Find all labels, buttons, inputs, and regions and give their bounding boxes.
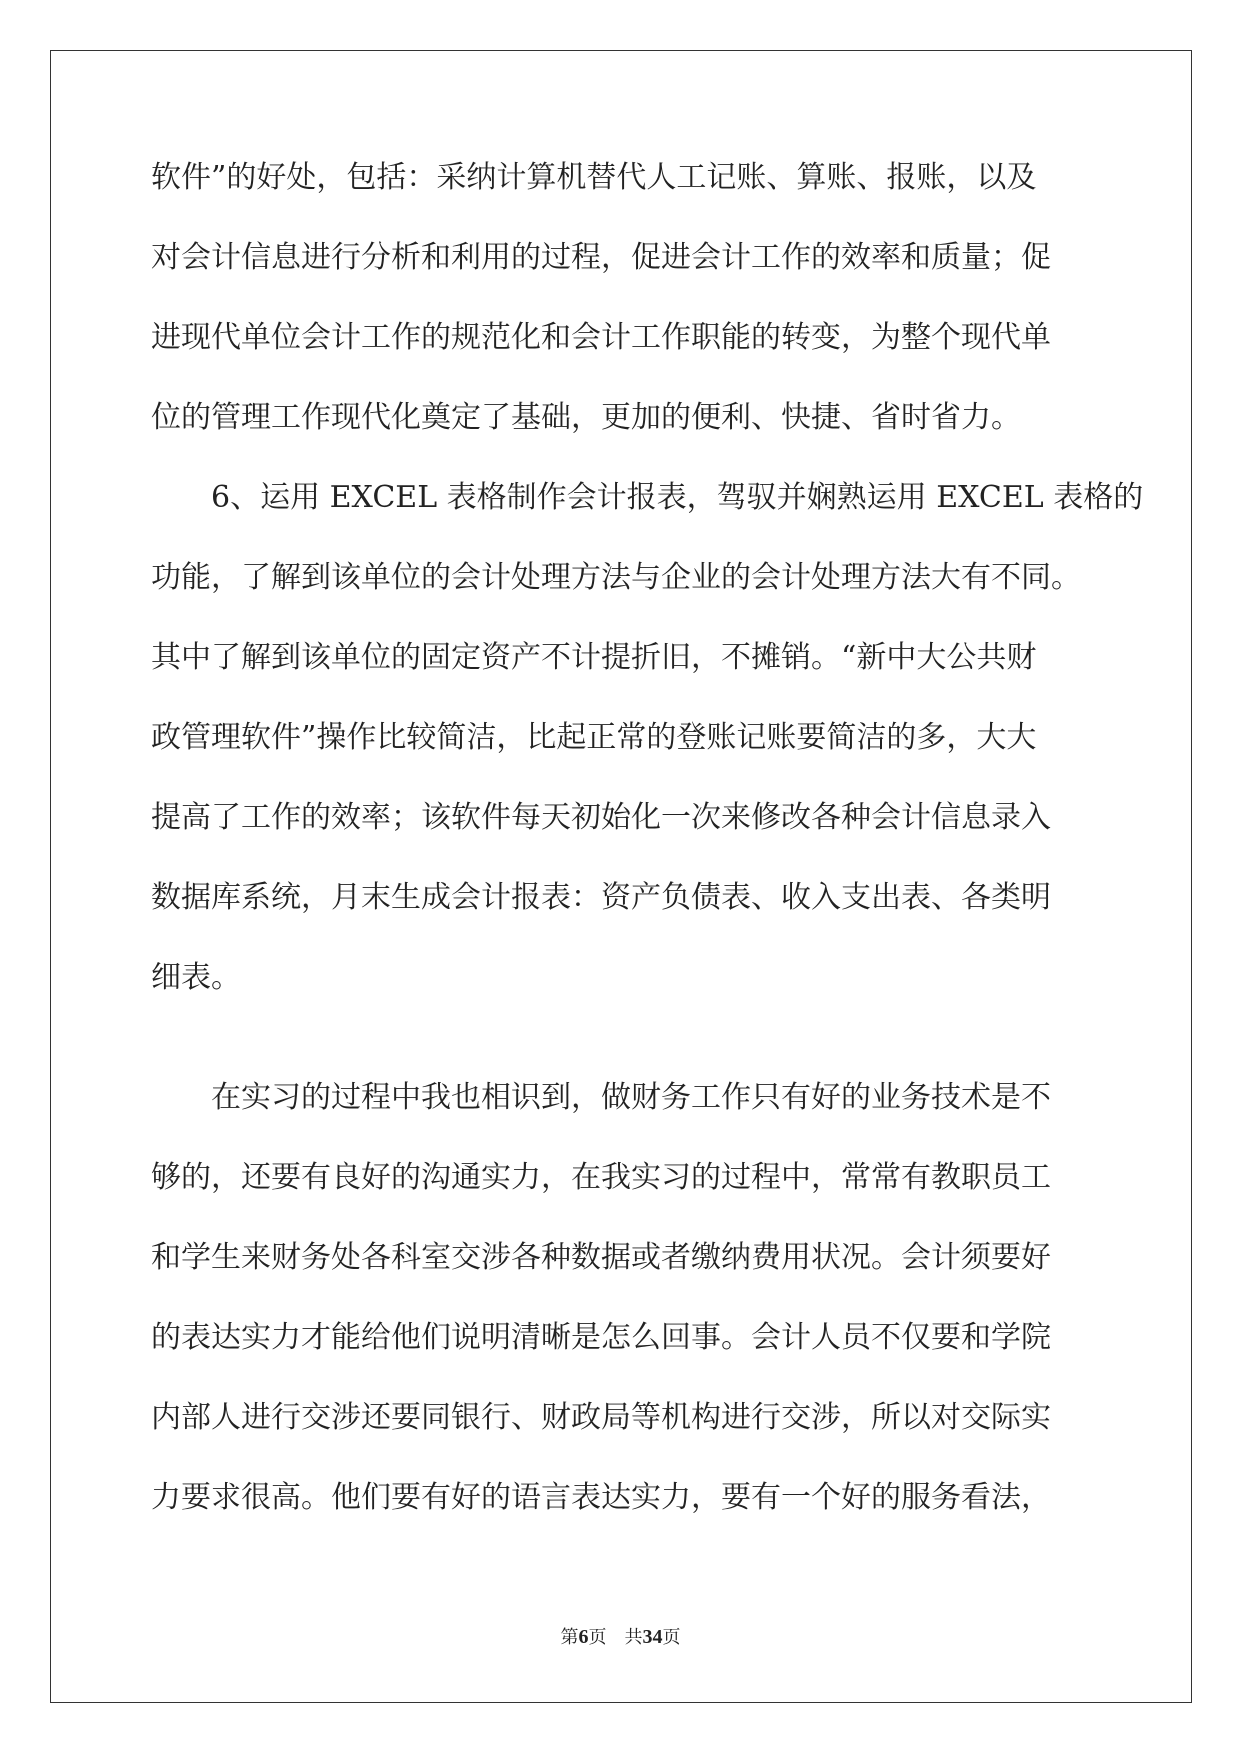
text-line: 其中了解到该单位的固定资产不计提折旧，不摊销。“新中大公共财 xyxy=(151,640,1037,675)
text-line: 够的，还要有良好的沟通实力，在我实习的过程中，常常有教职员工 xyxy=(151,1160,1051,1195)
page-footer xyxy=(0,1623,1241,1649)
page-current: 6 xyxy=(578,1626,589,1648)
document-body xyxy=(151,158,1144,1558)
text-line: 软件”的好处，包括：采纳计算机替代人工记账、算账、报账，以及 xyxy=(151,160,1037,195)
text-line: 在实习的过程中我也相识到，做财务工作只有好的业务技术是不 xyxy=(211,1080,1051,1115)
text-line: 位的管理工作现代化奠定了基础，更加的便利、快捷、省时省力。 xyxy=(151,400,1021,435)
page-prefix: 第 xyxy=(560,1627,579,1648)
text-line: 和学生来财务处各科室交涉各种数据或者缴纳费用状况。会计须要好 xyxy=(151,1240,1051,1275)
text-line: 内部人进行交涉还要同银行、财政局等机构进行交涉，所以对交际实 xyxy=(151,1400,1051,1435)
text-line: 进现代单位会计工作的规范化和会计工作职能的转变，为整个现代单 xyxy=(151,320,1051,355)
page-total: 34 xyxy=(642,1626,663,1648)
text-line: 政管理软件”操作比较简洁，比起正常的登账记账要简洁的多，大大 xyxy=(151,720,1037,755)
paragraph-spacer xyxy=(151,1038,1096,1078)
text-line: 对会计信息进行分析和利用的过程，促进会计工作的效率和质量；促 xyxy=(151,240,1051,275)
text-line: 细表。 xyxy=(151,960,241,995)
text-line: 的表达实力才能给他们说明清晰是怎么回事。会计人员不仅要和学院 xyxy=(151,1320,1051,1355)
page-mid: 页 共 xyxy=(588,1627,643,1648)
text-line: 提高了工作的效率；该软件每天初始化一次来修改各种会计信息录入 xyxy=(151,800,1051,835)
text-line: 6、运用 EXCEL 表格制作会计报表，驾驭并娴熟运用 EXCEL 表格的 xyxy=(211,480,1144,515)
page-suffix: 页 xyxy=(662,1627,681,1648)
text-line: 力要求很高。他们要有好的语言表达实力，要有一个好的服务看法， xyxy=(151,1480,1051,1515)
text-line: 功能，了解到该单位的会计处理方法与企业的会计处理方法大有不同。 xyxy=(151,560,1081,595)
text-line: 数据库系统，月末生成会计报表：资产负债表、收入支出表、各类明 xyxy=(151,880,1051,915)
